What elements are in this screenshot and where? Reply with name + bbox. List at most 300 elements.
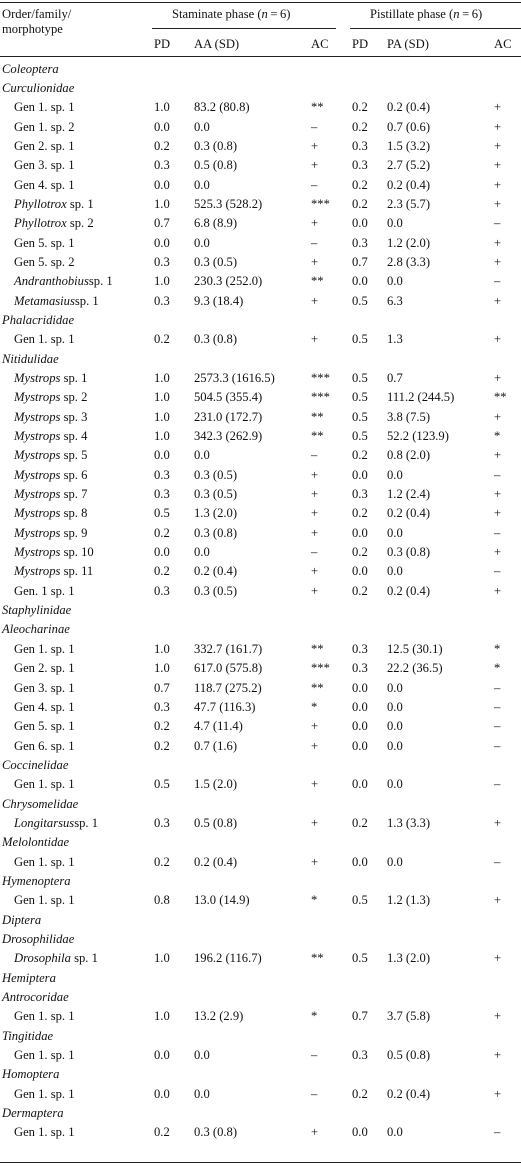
taxon-name [14,1007,75,1026]
staminate-ac: ** [311,429,324,444]
taxon-category-row [0,756,521,775]
table-row [0,446,521,465]
taxon-name [14,330,75,349]
taxon-category-row [0,601,521,620]
table-row [0,1085,521,1104]
taxon-name-suffix: sp. 7 [60,487,88,502]
pistillate-pd: 0.3 [352,1048,368,1063]
pistillate-pd: 0.5 [352,371,368,385]
staminate-ac: – [311,177,318,192]
header-col1-line1: Order/family/ [2,7,72,21]
staminate-pd: 0.2 [154,564,170,579]
staminate-pd: 0.0 [154,545,170,560]
staminate-ac: – [311,119,318,134]
pistillate-pa: 0.0 [387,525,403,540]
pistillate-pd: 0.3 [352,487,368,502]
taxon-genus: Mystrops [14,448,61,463]
table-row [0,1046,521,1065]
pistillate-pa: 0.0 [387,680,403,695]
staminate-aa: 196.2 (116.7) [194,951,262,966]
taxon-name-suffix: Gen 6. sp. 1 [14,738,75,753]
table-row [0,272,521,291]
taxon-name-suffix: Gen 3. sp. 1 [14,680,75,695]
staminate-aa: 83.2 (80.8) [194,100,250,115]
table-row [0,466,521,485]
taxon-genus: Drosophila [14,951,71,966]
staminate-pd: 0.2 [154,738,170,753]
pistillate-pd: 0.0 [352,274,368,289]
pistillate-pa: 0.3 (0.8) [387,545,431,560]
taxon-genus: Andranthobius [14,274,89,289]
taxon-category-name: Hymenoptera [2,873,71,888]
staminate-aa: 617.0 (575.8) [194,661,263,676]
pistillate-pd: 0.0 [352,777,368,792]
taxon-name-suffix: Gen 5. sp. 1 [14,235,75,250]
taxon-genus: Phyllotrox [14,196,67,211]
taxon-name [14,253,75,272]
pistillate-pa: 2.8 (3.3) [387,254,431,269]
pistillate-pa: 0.0 [387,738,403,753]
pistillate-ac: + [494,1086,502,1101]
staminate-pd: 1.0 [154,661,170,676]
pistillate-pd: 0.5 [352,409,368,424]
header-pistillate-n-eq: = 6) [459,7,483,21]
staminate-ac: + [311,583,319,598]
pistillate-ac: + [494,1048,502,1063]
staminate-aa: 0.3 (0.8) [194,1125,238,1140]
staminate-ac: + [311,293,319,308]
pistillate-pd: 0.0 [352,216,368,231]
pistillate-ac: + [494,487,502,502]
pistillate-ac: – [494,274,501,289]
pistillate-pd: 0.2 [352,100,368,115]
staminate-ac: + [311,815,319,830]
taxon-category-row [0,795,521,814]
pistillate-ac: – [494,564,501,579]
taxon-category-name: Phalacrididae [2,312,75,327]
staminate-ac: + [311,254,319,269]
table-row [0,156,521,175]
staminate-ac: * [311,893,318,908]
header-pistillate-n: n [453,7,460,21]
staminate-pd: 0.5 [154,777,170,792]
taxon-name [14,640,75,659]
taxon-name-suffix: sp. 4 [60,429,88,444]
taxon-name [14,176,75,195]
table-row [0,562,521,581]
pistillate-pd: 0.3 [352,158,368,173]
staminate-aa: 0.7 (1.6) [194,738,238,753]
taxon-name-suffix: sp. 6 [60,467,88,482]
taxon-name-suffix: Gen 2. sp. 1 [14,138,75,153]
pistillate-ac: * [494,641,501,656]
staminate-pd: 0.2 [154,854,170,869]
staminate-aa: 2573.3 (1616.5) [194,371,275,385]
staminate-aa: 13.0 (14.9) [194,893,250,908]
pistillate-ac: + [494,293,502,308]
taxon-name-suffix: sp. 2 [66,216,94,231]
pistillate-pd: 0.3 [352,138,368,153]
taxon-category-row [0,60,521,79]
taxon-category-name: Antrocoridae [2,990,69,1004]
taxon-name [14,369,87,388]
staminate-pd: 0.5 [154,506,170,521]
table-row [0,485,521,504]
pistillate-pa: 0.0 [387,719,403,734]
pistillate-pa: 0.7 [387,371,403,385]
table-body [0,60,521,1143]
pistillate-ac: – [494,777,501,792]
taxon-name-suffix: Gen 1. sp. 1 [14,893,75,908]
taxon-genus: Mystrops [14,564,61,579]
taxon-category-name: Aleocharinae [2,622,70,637]
taxon-name [14,98,75,117]
header-pa: PA (SD) [387,37,429,51]
staminate-aa: 0.3 (0.5) [194,487,238,502]
staminate-aa: 0.2 (0.4) [194,854,238,869]
taxon-name-suffix: Gen 1. sp. 1 [14,1048,75,1063]
taxon-category-row [0,988,521,1007]
staminate-ac: – [311,545,318,560]
taxon-name-suffix: sp. 1 [88,274,113,289]
taxon-name [14,853,75,872]
taxon-name [14,737,75,756]
staminate-ac: * [311,1009,318,1024]
taxon-name [14,679,75,698]
taxon-category-name: Hemiptera [2,970,56,985]
pistillate-ac: + [494,951,502,966]
pistillate-ac: + [494,158,502,173]
header-pistillate [370,6,482,22]
staminate-pd: 0.3 [154,254,170,269]
staminate-pd: 0.3 [154,583,170,598]
staminate-group-rule [152,28,336,29]
taxon-category-name: Diptera [2,912,42,927]
table-row [0,891,521,910]
table-row [0,253,521,272]
taxon-name-suffix: sp. 3 [60,409,88,424]
staminate-pd: 0.0 [154,119,170,134]
pistillate-pa: 0.2 (0.4) [387,506,431,521]
staminate-ac: – [311,1048,318,1063]
pistillate-pd: 0.2 [352,177,368,192]
staminate-ac: – [311,235,318,250]
pistillate-pd: 0.2 [352,1086,368,1101]
pistillate-ac: ** [494,390,507,405]
staminate-ac: + [311,467,319,482]
taxon-name-suffix: Gen 1. sp. 1 [14,777,75,792]
table-row [0,388,521,407]
table-row [0,176,521,195]
taxon-name [14,891,75,910]
taxon-name [14,659,75,678]
taxon-name-suffix: sp. 1 [70,951,98,966]
table-row [0,679,521,698]
pistillate-pd: 0.5 [352,893,368,908]
table-row [0,214,521,233]
staminate-aa: 332.7 (161.7) [194,641,263,656]
table-row [0,98,521,117]
pistillate-pd: 0.2 [352,815,368,830]
pistillate-pa: 6.3 [387,293,403,308]
staminate-aa: 0.0 [194,448,210,463]
pistillate-pa: 0.7 (0.6) [387,119,431,134]
taxon-category-row [0,1065,521,1084]
pistillate-pa: 0.0 [387,274,403,289]
staminate-ac: + [311,158,319,173]
pistillate-ac: + [494,583,502,598]
taxon-category-name: Homoptera [2,1067,60,1082]
pistillate-pd: 0.0 [352,738,368,753]
taxon-name [14,775,75,794]
staminate-aa: 0.3 (0.5) [194,467,238,482]
taxon-name-suffix: Gen 4. sp. 1 [14,177,75,192]
pistillate-ac: * [494,661,501,676]
pistillate-ac: + [494,545,502,560]
pistillate-pa: 22.2 (36.5) [387,661,443,676]
pistillate-pd: 0.2 [352,506,368,521]
taxon-name-suffix: Gen. 1 sp. 1 [14,583,75,598]
taxon-genus: Phyllotrox [14,216,67,231]
pistillate-group-rule [350,28,521,29]
pistillate-pd: 0.0 [352,564,368,579]
table-row [0,195,521,214]
staminate-ac: ** [311,100,324,115]
pistillate-pd: 0.5 [352,951,368,966]
pistillate-pd: 0.2 [352,583,368,598]
staminate-pd: 0.2 [154,719,170,734]
pistillate-pa: 0.0 [387,467,403,482]
taxon-name [14,446,87,465]
staminate-aa: 0.3 (0.8) [194,525,238,540]
taxon-name-suffix: Gen 1. sp. 2 [14,119,75,134]
header-ac-staminate: AC [311,37,329,51]
pistillate-pd: 0.0 [352,680,368,695]
staminate-pd: 0.0 [154,1048,170,1063]
taxon-category-name: Tingitidae [2,1028,54,1043]
header-rule [0,56,521,57]
staminate-pd: 1.0 [154,100,170,115]
header-pistillate-label: Pistillate phase ( [370,7,454,21]
staminate-ac: + [311,216,319,231]
taxon-name [14,234,75,253]
table-row [0,234,521,253]
staminate-pd: 0.3 [154,487,170,502]
pistillate-pa: 1.3 [387,332,403,347]
table-row [0,543,521,562]
taxon-name [14,1085,75,1104]
table-row [0,1123,521,1142]
taxon-name [14,524,87,543]
taxon-genus: Mystrops [14,429,61,444]
staminate-ac: ** [311,951,324,966]
taxon-name-suffix: Gen 1. sp. 1 [14,100,75,115]
staminate-pd: 1.0 [154,409,170,424]
staminate-pd: 0.3 [154,293,170,308]
pistillate-ac: + [494,332,502,347]
taxon-category-name: Drosophilidae [2,931,75,946]
pistillate-pa: 0.5 (0.8) [387,1048,431,1063]
pistillate-pa: 2.3 (5.7) [387,196,431,211]
pistillate-pa: 12.5 (30.1) [387,641,443,656]
pistillate-ac: + [494,138,502,153]
staminate-pd: 1.0 [154,429,170,444]
staminate-aa: 0.0 [194,119,210,134]
staminate-pd: 0.3 [154,815,170,830]
table-row [0,659,521,678]
taxon-category-row [0,311,521,330]
staminate-pd: 1.0 [154,390,170,405]
staminate-ac: + [311,777,319,792]
taxon-category-row [0,911,521,930]
pistillate-ac: – [494,467,501,482]
pistillate-pa: 0.2 (0.4) [387,583,431,598]
pistillate-pa: 0.0 [387,216,403,231]
staminate-pd: 1.0 [154,371,170,385]
taxon-name-suffix: Gen 4. sp. 1 [14,699,75,714]
staminate-aa: 13.2 (2.9) [194,1009,244,1024]
staminate-ac: + [311,525,319,540]
taxon-name [14,717,75,736]
staminate-pd: 0.2 [154,1125,170,1140]
pistillate-pd: 0.0 [352,854,368,869]
staminate-aa: 504.5 (355.4) [194,390,263,405]
pistillate-pa: 0.8 (2.0) [387,448,431,463]
staminate-aa: 230.3 (252.0) [194,274,263,289]
staminate-ac: * [311,699,318,714]
staminate-ac: – [311,1086,318,1101]
taxon-name [14,427,87,446]
staminate-ac: *** [311,196,330,211]
pistillate-ac: – [494,699,501,714]
table-row [0,524,521,543]
table-row [0,1007,521,1026]
pistillate-pa: 0.2 (0.4) [387,1086,431,1101]
taxon-name-suffix: sp. 9 [60,525,88,540]
staminate-pd: 1.0 [154,196,170,211]
staminate-pd: 0.3 [154,699,170,714]
table-row [0,698,521,717]
pistillate-ac: + [494,254,502,269]
pistillate-pa: 0.0 [387,564,403,579]
pistillate-pa: 1.3 (3.3) [387,815,431,830]
staminate-pd: 1.0 [154,274,170,289]
taxon-category-row [0,1104,521,1123]
taxon-name-suffix: sp. 8 [60,506,88,521]
taxon-name-suffix: Gen 3. sp. 1 [14,158,75,173]
staminate-ac: – [311,448,318,463]
header-pd-pistillate: PD [352,37,369,51]
staminate-pd: 0.8 [154,893,170,908]
pistillate-pd: 0.5 [352,293,368,308]
taxon-name [14,195,94,214]
table-row [0,292,521,311]
pistillate-ac: – [494,854,501,869]
pistillate-pd: 0.2 [352,448,368,463]
table-row [0,369,521,388]
taxon-name [14,408,87,427]
taxon-name-suffix: Gen 1. sp. 1 [14,641,75,656]
staminate-pd: 0.0 [154,177,170,192]
table-row [0,949,521,968]
staminate-pd: 1.0 [154,951,170,966]
staminate-aa: 4.7 (11.4) [194,719,243,734]
taxon-name [14,137,75,156]
taxon-name [14,118,75,137]
staminate-aa: 0.3 (0.5) [194,583,238,598]
taxon-name [14,543,94,562]
taxon-name [14,582,75,601]
pistillate-pa: 0.0 [387,777,403,792]
pistillate-pa: 0.0 [387,1125,403,1140]
taxon-genus: Mystrops [14,467,61,482]
staminate-aa: 47.7 (116.3) [194,699,256,714]
taxon-genus: Mystrops [14,545,61,560]
staminate-ac: + [311,332,319,347]
staminate-pd: 0.2 [154,138,170,153]
pistillate-ac: – [494,680,501,695]
taxon-name [14,485,87,504]
taxon-name-suffix: Gen 1. sp. 1 [14,332,75,347]
pistillate-pd: 0.5 [352,332,368,347]
table-row [0,504,521,523]
taxon-name-suffix: Gen 1. sp. 1 [14,1125,75,1140]
staminate-ac: + [311,564,319,579]
pistillate-pa: 0.0 [387,699,403,714]
pistillate-pa: 1.5 (3.2) [387,138,431,153]
staminate-aa: 0.0 [194,545,210,560]
staminate-pd: 0.7 [154,680,170,695]
staminate-aa: 1.5 (2.0) [194,777,238,792]
header-staminate-n: n [261,7,268,21]
staminate-pd: 0.0 [154,448,170,463]
staminate-aa: 0.0 [194,1048,210,1063]
staminate-ac: ** [311,641,324,656]
staminate-pd: 0.2 [154,525,170,540]
staminate-ac: *** [311,371,330,385]
pistillate-pa: 0.2 (0.4) [387,100,431,115]
header-staminate-label: Staminate phase ( [172,7,262,21]
pistillate-ac: – [494,719,501,734]
staminate-ac: ** [311,680,324,695]
pistillate-pd: 0.3 [352,641,368,656]
taxon-name [14,562,93,581]
pistillate-ac: – [494,216,501,231]
staminate-ac: ** [311,409,324,424]
taxon-category-row [0,969,521,988]
staminate-pd: 1.0 [154,1009,170,1024]
taxon-genus: Mystrops [14,390,61,405]
taxon-name-suffix: Gen 1. sp. 1 [14,1086,75,1101]
taxon-name [14,814,98,833]
taxon-category-row [0,930,521,949]
pistillate-ac: – [494,738,501,753]
taxon-genus: Mystrops [14,371,61,385]
staminate-pd: 0.3 [154,158,170,173]
header-pd-staminate: PD [154,37,171,51]
staminate-pd: 0.0 [154,235,170,250]
taxon-name-suffix: sp. 1 [66,196,94,211]
staminate-ac: + [311,487,319,502]
staminate-aa: 1.3 (2.0) [194,506,238,521]
pistillate-pa: 1.3 (2.0) [387,951,431,966]
pistillate-pd: 0.3 [352,235,368,250]
staminate-aa: 9.3 (18.4) [194,293,244,308]
taxon-name [14,214,94,233]
taxon-category-name: Coccinelidae [2,757,69,772]
pistillate-pa: 52.2 (123.9) [387,429,449,444]
taxon-name-suffix: sp. 10 [60,545,94,560]
